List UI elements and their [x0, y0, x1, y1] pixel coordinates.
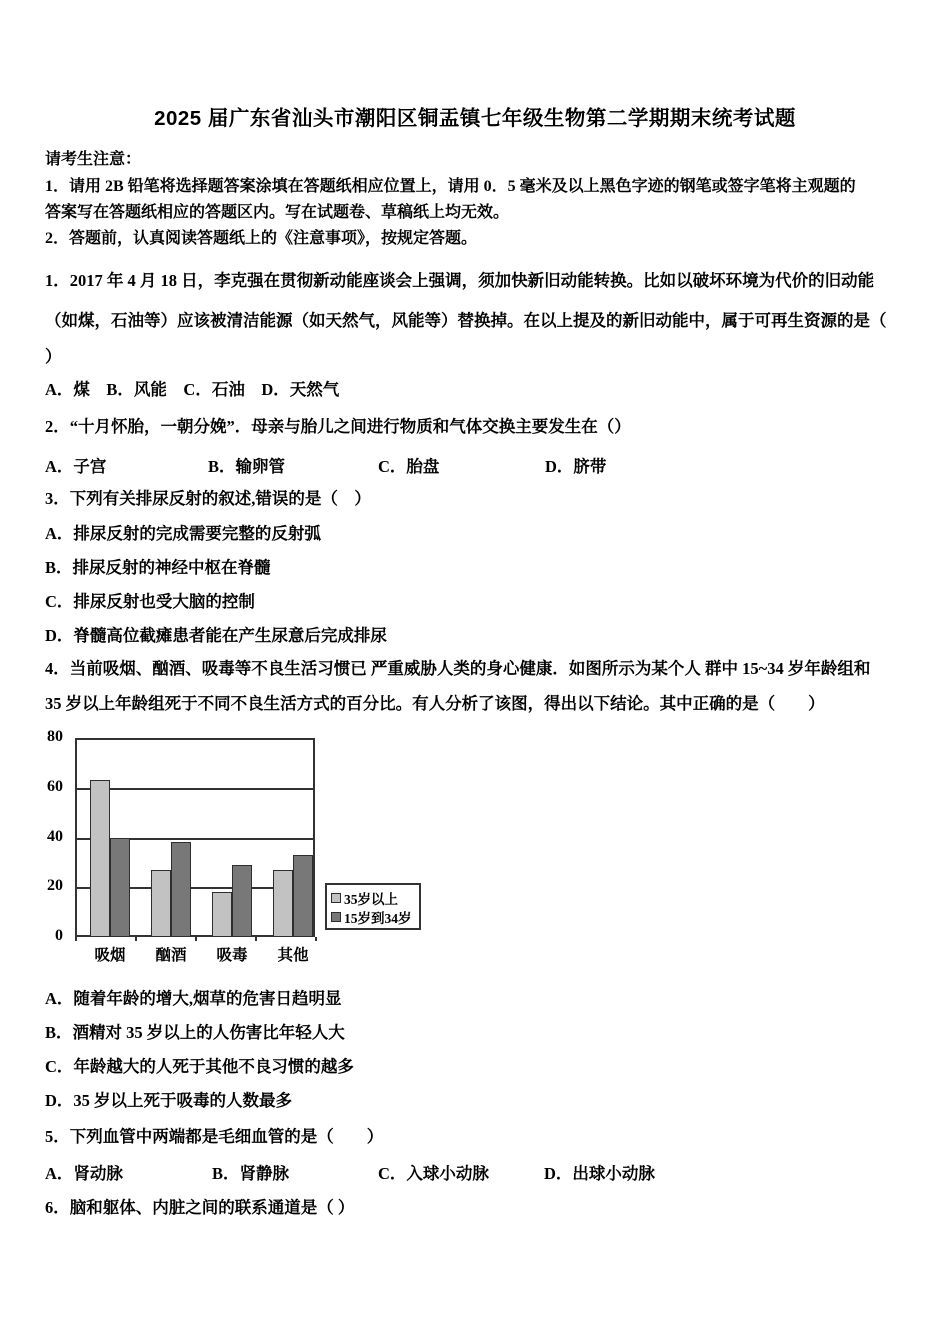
legend-marker-icon: [331, 912, 341, 922]
x-axis-category-label: 酗酒: [155, 947, 187, 964]
question-5-option-b: B．肾静脉: [212, 1164, 290, 1183]
y-axis-tick-label: 20: [47, 877, 63, 895]
question-1-options: A．煤 B．风能 C．石油 D．天然气: [45, 380, 340, 399]
y-axis-tick-label: 80: [47, 728, 63, 745]
axis-tick: [315, 937, 317, 941]
legend-label: 35岁以上: [344, 891, 398, 907]
question-2-options: [0, 453, 950, 477]
question-2: 2．“十月怀胎，一朝分娩”．母亲与胎儿之间进行物质和气体交换主要发生在（）: [45, 417, 631, 436]
question-1-line-3: ）: [45, 347, 62, 366]
exam-title: 2025 届广东省汕头市潮阳区铜盂镇七年级生物第二学期期末统考试题: [154, 107, 796, 130]
question-1-line-1: 1．2017 年 4 月 18 日，李克强在贯彻新动能座谈会上强调，须加快新旧动能转换。比如以破坏环境为代价的旧动能: [45, 271, 875, 290]
legend-entry: [331, 888, 417, 907]
axis-tick: [195, 937, 197, 941]
legend-label: 15岁到34岁: [344, 910, 412, 926]
bar-series0-酗酒: [151, 870, 171, 937]
question-4-option-c: C．年龄越大的人死于其他不良习惯的越多: [45, 1057, 354, 1076]
question-5-option-c: C．入球小动脉: [378, 1164, 489, 1183]
bar-series1-吸毒: [232, 865, 252, 937]
notice-line-1b: 答案写在答题纸相应的答题区内。写在试题卷、草稿纸上均无效。: [45, 204, 510, 221]
bar-series1-吸烟: [110, 838, 130, 938]
question-5: 5．下列血管中两端都是毛细血管的是（ ）: [45, 1127, 384, 1146]
notice-line-1a: 1．请用 2B 铅笔将选择题答案涂填在答题纸相应位置上，请用 0．5 毫米及以上黑色字迹的钢笔或签字笔将主观题的: [45, 178, 856, 195]
x-axis-category-label: 其他: [277, 947, 309, 964]
axis-tick: [255, 937, 257, 941]
question-4-option-b: B．酒精对 35 岁以上的人伤害比年轻人大: [45, 1023, 345, 1042]
notice-line-2: 2．答题前，认真阅读答题纸上的《注意事项》，按规定答题。: [45, 230, 478, 247]
question-1-line-2: （如煤，石油等）应该被清洁能源（如天然气，风能等）替换掉。在以上提及的新旧动能中，属于可再生资源的是（: [45, 311, 887, 330]
question-5-option-a: A．肾动脉: [45, 1164, 123, 1183]
notice-heading: 请考生注意：: [45, 151, 142, 168]
question-6: 6．脑和躯体、内脏之间的联系通道是（ ）: [45, 1198, 355, 1217]
y-axis-tick-label: 60: [47, 777, 63, 795]
question-3-option-d: D．脊髓高位截瘫患者能在产生尿意后完成排尿: [45, 626, 387, 645]
axis-tick: [75, 937, 77, 941]
question-5-options: [0, 1160, 950, 1184]
question-4-option-d: D．35 岁以上死于吸毒的人数最多: [45, 1091, 293, 1110]
legend-entry: [331, 907, 417, 926]
x-axis-category-label: 吸烟: [94, 947, 126, 964]
bar-series0-其他: [273, 870, 293, 937]
question-2-option-a: A．子宫: [45, 457, 107, 476]
bar-series0-吸毒: [212, 892, 232, 937]
question-3: 3．下列有关排尿反射的叙述,错误的是（ ）: [45, 489, 371, 508]
x-axis-category-label: 吸毒: [216, 947, 248, 964]
question-3-option-c: C．排尿反射也受大脑的控制: [45, 592, 255, 611]
question-3-option-a: A．排尿反射的完成需要完整的反射弧: [45, 524, 321, 543]
question-2-option-b: B．输卵管: [208, 457, 286, 476]
legend-marker-icon: [331, 893, 341, 903]
question-4-line-2: 35 岁以上年龄组死于不同不良生活方式的百分比。有人分析了该图，得出以下结论。其中正确的是（ ）: [45, 694, 825, 713]
question-4-option-a: A．随着年龄的增大,烟草的危害日趋明显: [45, 989, 342, 1008]
y-axis-tick-label: 0: [55, 927, 63, 944]
chart-gridline: [75, 788, 315, 790]
axis-tick: [135, 937, 137, 941]
bar-series1-其他: [293, 855, 313, 937]
bar-series1-酗酒: [171, 842, 191, 937]
chart-legend: [325, 883, 421, 930]
mortality-bar-chart: [0, 729, 470, 974]
question-4-line-1: 4．当前吸烟、酗酒、吸毒等不良生活习惯已 严重威胁人类的身心健康．如图所示为某个人 群中 15~34 岁年龄组和: [45, 659, 871, 678]
question-2-option-c: C．胎盘: [378, 457, 440, 476]
question-5-option-d: D．出球小动脉: [544, 1164, 655, 1183]
question-2-option-d: D．脐带: [545, 457, 607, 476]
bar-series0-吸烟: [90, 780, 110, 937]
y-axis-tick-label: 40: [47, 827, 63, 845]
question-3-option-b: B．排尿反射的神经中枢在脊髓: [45, 558, 271, 577]
